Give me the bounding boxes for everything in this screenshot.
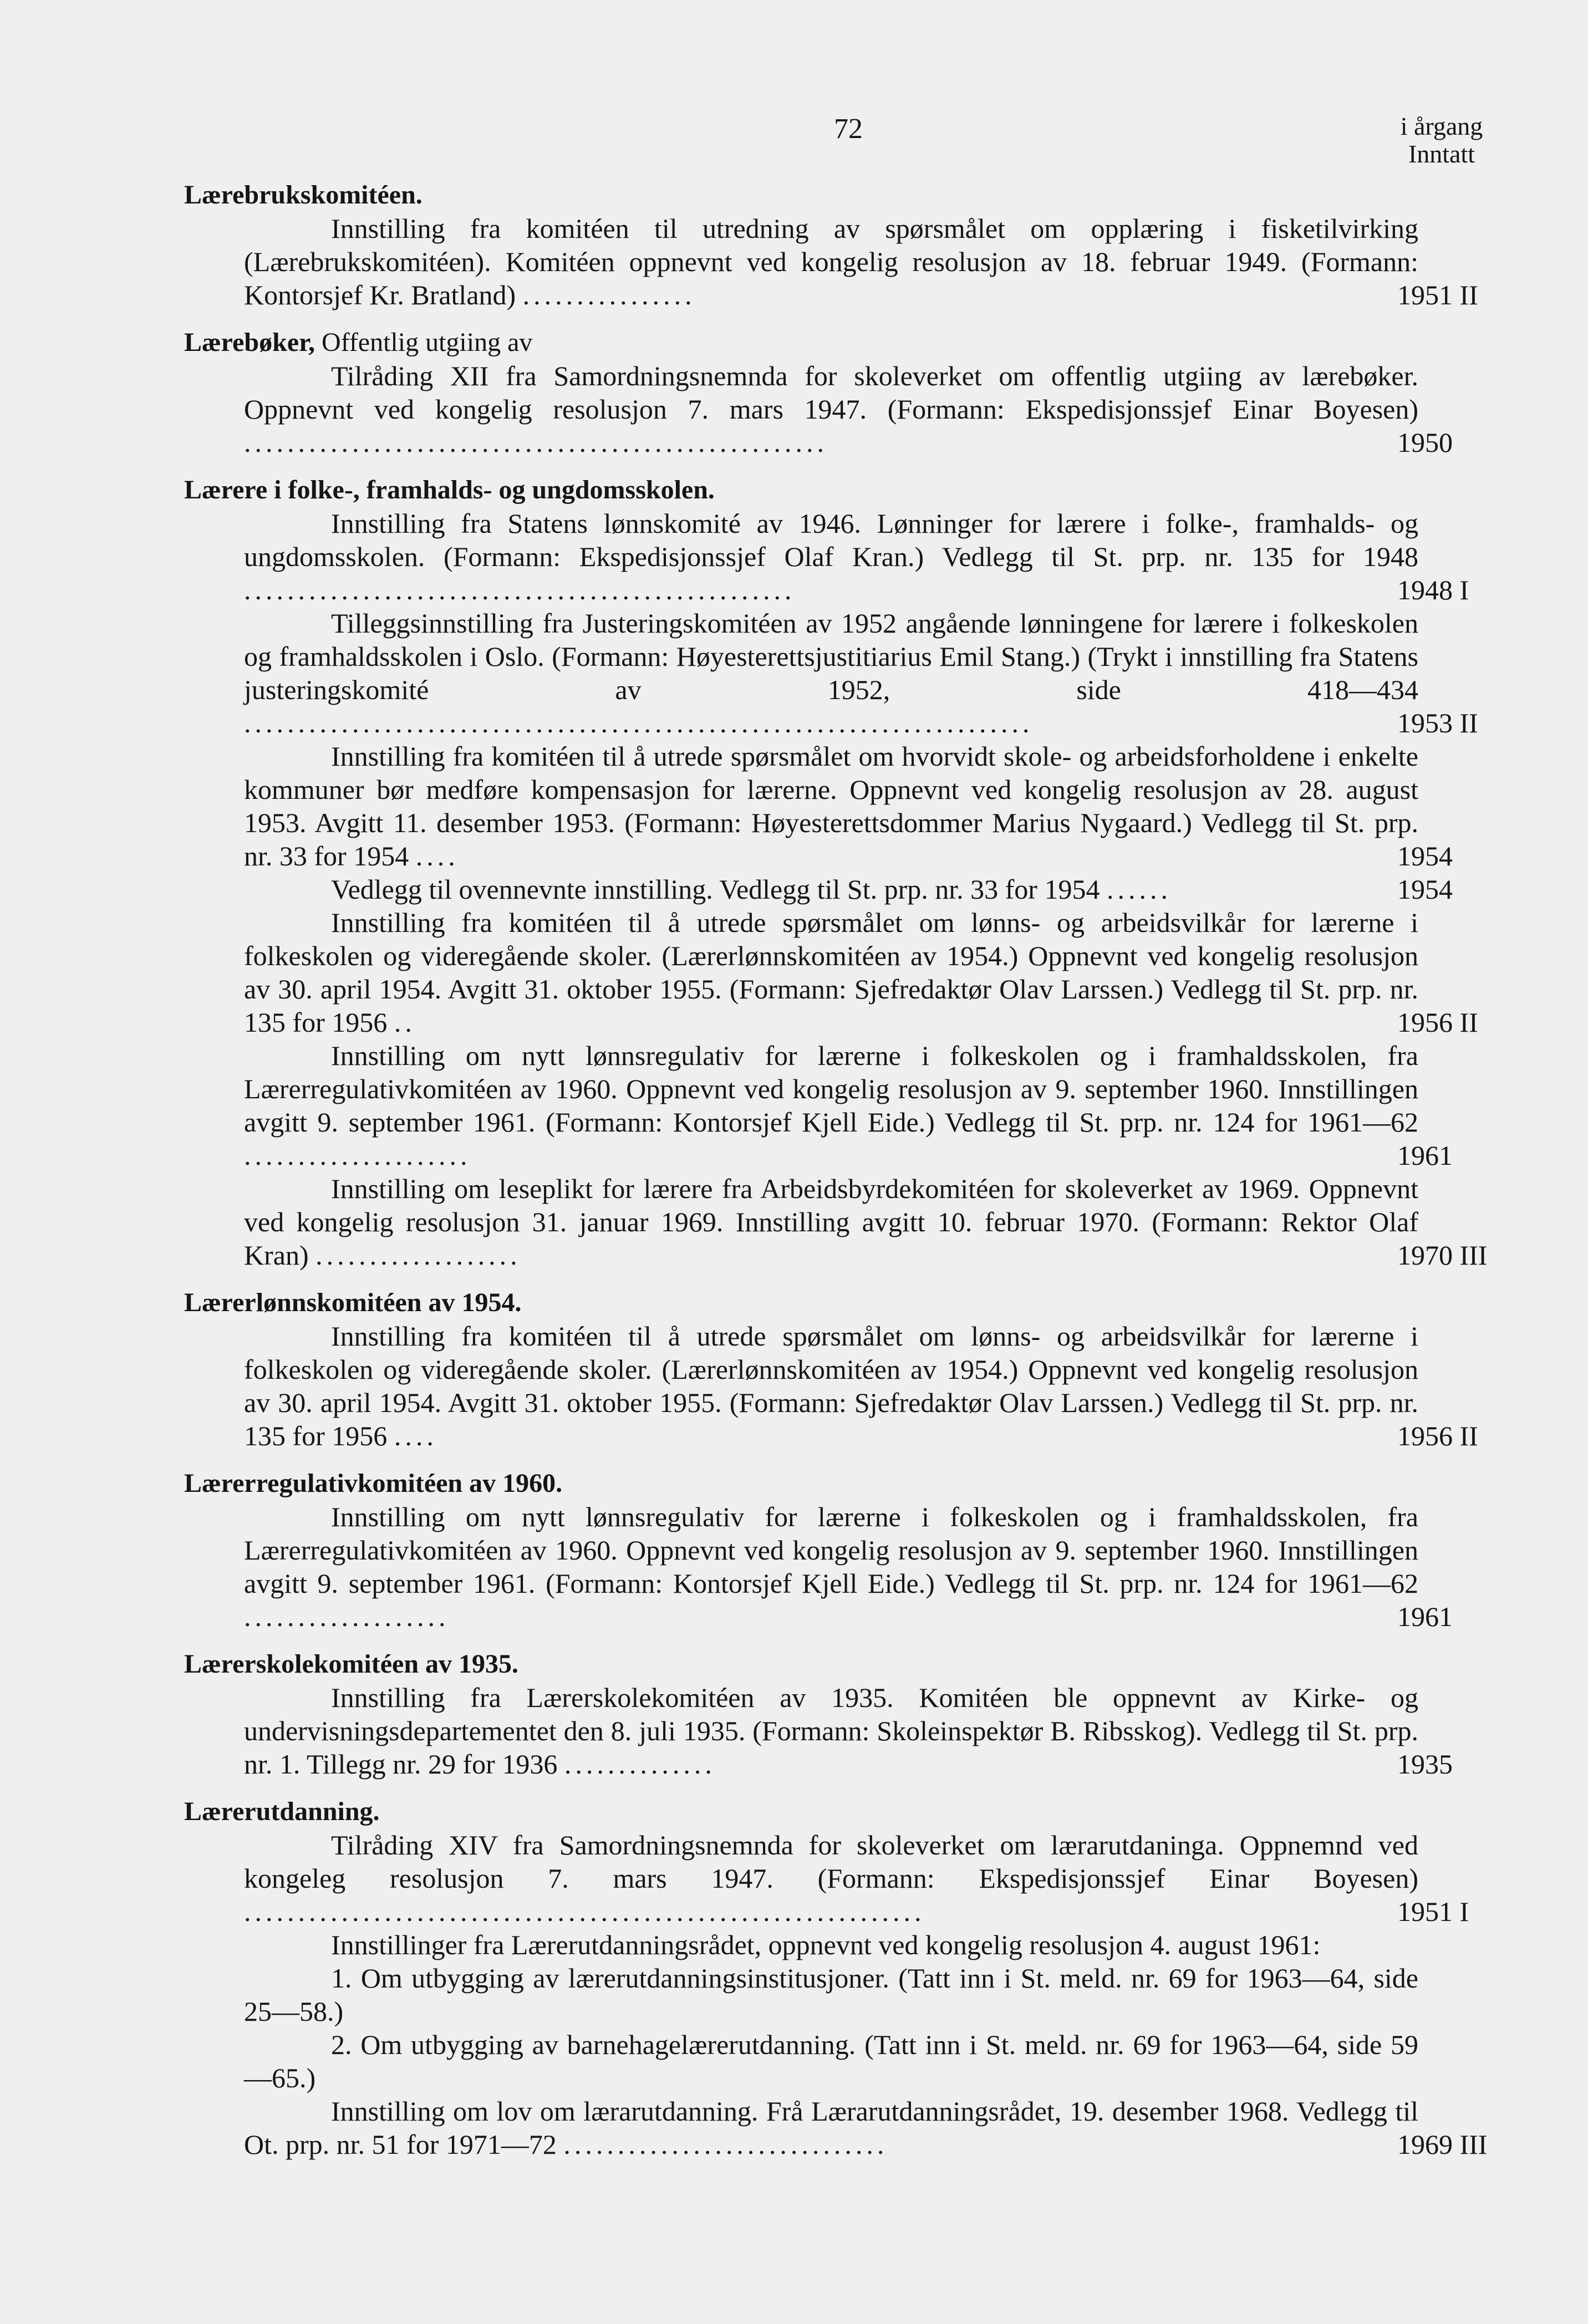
- entry-body: [244, 1500, 1418, 1633]
- index-entry: [184, 873, 1504, 906]
- entry-body: [244, 906, 1418, 1039]
- entry-body: [244, 607, 1418, 740]
- entry-text: Innstilling om leseplikt for lærere fra Arbeidsbyrdekomitéen for skoleverket av 1969. Oppnevnt ved kongelig resolusjon 31. januar 1969. Innstilling avgitt 10. februar 1970. (Formann: Rektor Olaf Kran): [244, 1173, 1418, 1271]
- index-entry: [184, 2028, 1504, 2094]
- index-entry: [184, 507, 1504, 607]
- dot-leader: .....................: [244, 1140, 471, 1171]
- entry-text: 1. Om utbygging av lærerutdanningsinstitusjoner. (Tatt inn i St. meld. nr. 69 for 1963—64, side 25—58.): [244, 1963, 1418, 2027]
- entry-body: [244, 1681, 1418, 1781]
- section-heading: [184, 473, 1504, 507]
- dot-leader: ....: [394, 1420, 437, 1451]
- index-entry: [184, 1319, 1504, 1452]
- entry-text: Innstillinger fra Lærerutdanningsrådet, oppnevnt ved kongelig resolusjon 4. august 1961:: [331, 1929, 1321, 1960]
- section-heading: [184, 1795, 1504, 1828]
- index-entry: [184, 906, 1504, 1039]
- entry-year: 1951 I: [1397, 1896, 1469, 1927]
- entry-text: Innstilling fra Lærerskolekomitéen av 1935. Komitéen ble oppnevnt av Kirke- og undervisningsdepartementet den 8. juli 1935. (Formann: Skoleinspektør B. Ribsskog). Vedlegg til St. prp. nr. 1. Tillegg nr. 29 for 1936: [244, 1682, 1418, 1780]
- entry-body: [244, 2028, 1418, 2094]
- entry-year: 1969 III: [1397, 2129, 1488, 2160]
- section-heading: [184, 1286, 1504, 1319]
- entry-text: Innstilling fra komitéen til å utrede spørsmålet om hvorvidt skole- og arbeidsforholdene i enkelte kommuner bør medføre kompensasjon for lærerne. Oppnevnt ved kongelig resolusjon av 28. august 1953. Avgitt 11. desember 1953. (Formann: Høyesterettsdommer Marius Nygaard.) Vedlegg til St. prp. nr. 33 for 1954: [244, 741, 1418, 872]
- entry-body: [244, 2094, 1418, 2161]
- entry-body: [244, 1039, 1418, 1172]
- section-title: Lærerregulativkomitéen av 1960.: [184, 1469, 563, 1498]
- dot-leader: ..............: [564, 1749, 716, 1780]
- entry-year: 1948 I: [1397, 574, 1469, 605]
- entry-text: 2. Om utbygging av barnehagelærerutdanning. (Tatt inn i St. meld. nr. 69 for 1963—64, side 59—65.): [244, 2029, 1418, 2093]
- section-title: Lærebøker,: [184, 328, 315, 357]
- entry-body: [244, 1828, 1418, 1928]
- index-entry: [184, 1928, 1504, 1961]
- dot-leader: ......................................................: [244, 427, 828, 458]
- index-entry: [184, 607, 1504, 740]
- index-entry: [184, 359, 1504, 459]
- entry-year: 1951 II: [1397, 279, 1478, 310]
- entry-body: [244, 359, 1418, 459]
- index-entry: [184, 2094, 1504, 2161]
- section-title: Lærerutdanning.: [184, 1797, 380, 1826]
- entry-year: 1961: [1397, 1140, 1453, 1171]
- entry-text: Tilråding XIV fra Samordningsnemnda for skoleverket om lærarutdaninga. Oppnemnd ved kongeleg resolusjon 7. mars 1947. (Formann: Ekspedisjonssjef Einar Boyesen): [244, 1829, 1418, 1894]
- section-title: Lærerlønnskomitéen av 1954.: [184, 1288, 522, 1317]
- index-entry: [184, 1039, 1504, 1172]
- entry-year: 1950: [1397, 427, 1453, 458]
- dot-leader: ..: [394, 1007, 416, 1038]
- dot-leader: ...................................................: [244, 574, 796, 605]
- entry-body: [244, 212, 1418, 312]
- section-title: Lærerskolekomitéen av 1935.: [184, 1649, 519, 1679]
- dot-leader: .........................................................................: [244, 707, 1034, 738]
- entry-text: Innstilling om lov om lærarutdanning. Frå Lærarutdanningsrådet, 19. desember 1968. Vedlegg til Ot. prp. nr. 51 for 1971—72: [244, 2096, 1418, 2160]
- section-title: Lærebrukskomitéen.: [184, 180, 423, 210]
- entry-text: Innstilling fra komitéen til å utrede spørsmålet om lønns- og arbeidsvilkår for lærerne i folkeskolen og videregående skoler. (Lærerlønnskomitéen av 1954.) Oppnevnt ved kongelig resolusjon av 30. april 1954. Avgitt 31. oktober 1955. (Formann: Sjefredaktør Olav Larssen.) Vedlegg til St. prp. nr. 135 for 1956: [244, 1321, 1418, 1451]
- entry-year: 1953 II: [1397, 707, 1478, 738]
- section-title: Lærere i folke-, framhalds- og ungdomsskolen.: [184, 475, 715, 504]
- entry-text: Vedlegg til ovennevnte innstilling. Vedlegg til St. prp. nr. 33 for 1954: [331, 874, 1100, 905]
- page-number: 72: [834, 113, 863, 145]
- index-entry: [184, 1681, 1504, 1781]
- entry-text: Innstilling om nytt lønnsregulativ for lærerne i folkeskolen og i framhaldsskolen, fra Lærerregulativkomitéen av 1960. Oppnevnt ved kongelig resolusjon av 9. september 1960. Innstillingen avgitt 9. september 1961. (Formann: Kontorsjef Kjell Eide.) Vedlegg til St. prp. nr. 124 for 1961—62: [244, 1501, 1418, 1599]
- index-entry: [184, 1172, 1504, 1272]
- dot-leader: ..............................: [563, 2129, 888, 2160]
- section-heading: [184, 1648, 1504, 1681]
- dot-leader: ...................: [315, 1240, 521, 1271]
- entry-text: Tilråding XII fra Samordningsnemnda for skoleverket om offentlig utgiing av lærebøker. Oppnevnt ved kongelig resolusjon 7. mars 1947. (Formann: Ekspedisjonssjef Einar Boyesen): [244, 360, 1418, 425]
- entry-body: [244, 1961, 1418, 2028]
- entry-year: 1954: [1397, 874, 1453, 905]
- entry-year: 1956 II: [1397, 1007, 1478, 1038]
- index-entry: [184, 1500, 1504, 1633]
- index-entry: [184, 212, 1504, 312]
- section-subtitle: Offentlig utgiing av: [322, 328, 533, 357]
- index-entry: [184, 1828, 1504, 1928]
- entry-body: [244, 1172, 1418, 1272]
- entry-text: Tilleggsinnstilling fra Justeringskomitéen av 1952 angående lønningene for lærere i folkeskolen og framhaldsskolen i Oslo. (Formann: Høyesterettsjustitiarius Emil Stang.) (Trykt i innstilling fra Statens justeringskomité av 1952, side 418—434: [244, 608, 1418, 705]
- section-heading: [184, 1467, 1504, 1500]
- index-entry: [184, 1961, 1504, 2028]
- entry-year: 1935: [1397, 1749, 1453, 1780]
- column-header: [1386, 113, 1497, 168]
- section-heading: [184, 326, 1504, 359]
- entry-body: [244, 1928, 1418, 1961]
- column-header-line-1: i årgang: [1400, 112, 1483, 140]
- entry-text: Innstilling fra komitéen til utredning av spørsmålet om opplæring i fisketilvirking (Lærebrukskomitéen). Komitéen oppnevnt ved kongelig resolusjon av 18. februar 1949. (Formann: Kontorsjef Kr. Bratland): [244, 213, 1418, 310]
- dot-leader: ...................: [244, 1601, 450, 1632]
- entry-year: 1956 II: [1397, 1420, 1478, 1451]
- dot-leader: ....: [415, 840, 459, 872]
- index-content: [184, 179, 1504, 2161]
- entry-text: Innstilling fra Statens lønnskomité av 1946. Lønninger for lærere i folke-, framhalds- og ungdomsskolen. (Formann: Ekspedisjonssjef Olaf Kran.) Vedlegg til St. prp. nr. 135 for 1948: [244, 508, 1418, 572]
- entry-year: 1970 III: [1397, 1240, 1488, 1271]
- column-header-line-2: Inntatt: [1408, 140, 1475, 168]
- entry-body: [244, 740, 1418, 873]
- entry-text: Innstilling fra komitéen til å utrede spørsmålet om lønns- og arbeidsvilkår for lærerne i folkeskolen og videregående skoler. (Lærerlønnskomitéen av 1954.) Oppnevnt ved kongelig resolusjon av 30. april 1954. Avgitt 31. oktober 1955. (Formann: Sjefredaktør Olav Larssen.) Vedlegg til St. prp. nr. 135 for 1956: [244, 907, 1418, 1038]
- dot-leader: ................: [522, 279, 696, 310]
- index-entry: [184, 740, 1504, 873]
- entry-year: 1961: [1397, 1601, 1453, 1632]
- entry-year: 1954: [1397, 840, 1453, 872]
- section-heading: [184, 179, 1504, 212]
- entry-body: [244, 1319, 1418, 1452]
- entry-body: [244, 507, 1418, 607]
- entry-text: Innstilling om nytt lønnsregulativ for lærerne i folkeskolen og i framhaldsskolen, fra Lærerregulativkomitéen av 1960. Oppnevnt ved kongelig resolusjon av 9. september 1960. Innstillingen avgitt 9. september 1961. (Formann: Kontorsjef Kjell Eide.) Vedlegg til St. prp. nr. 124 for 1961—62: [244, 1040, 1418, 1138]
- dot-leader: ...............................................................: [244, 1896, 925, 1927]
- entry-body: [244, 873, 1418, 906]
- dot-leader: ......: [1106, 874, 1172, 905]
